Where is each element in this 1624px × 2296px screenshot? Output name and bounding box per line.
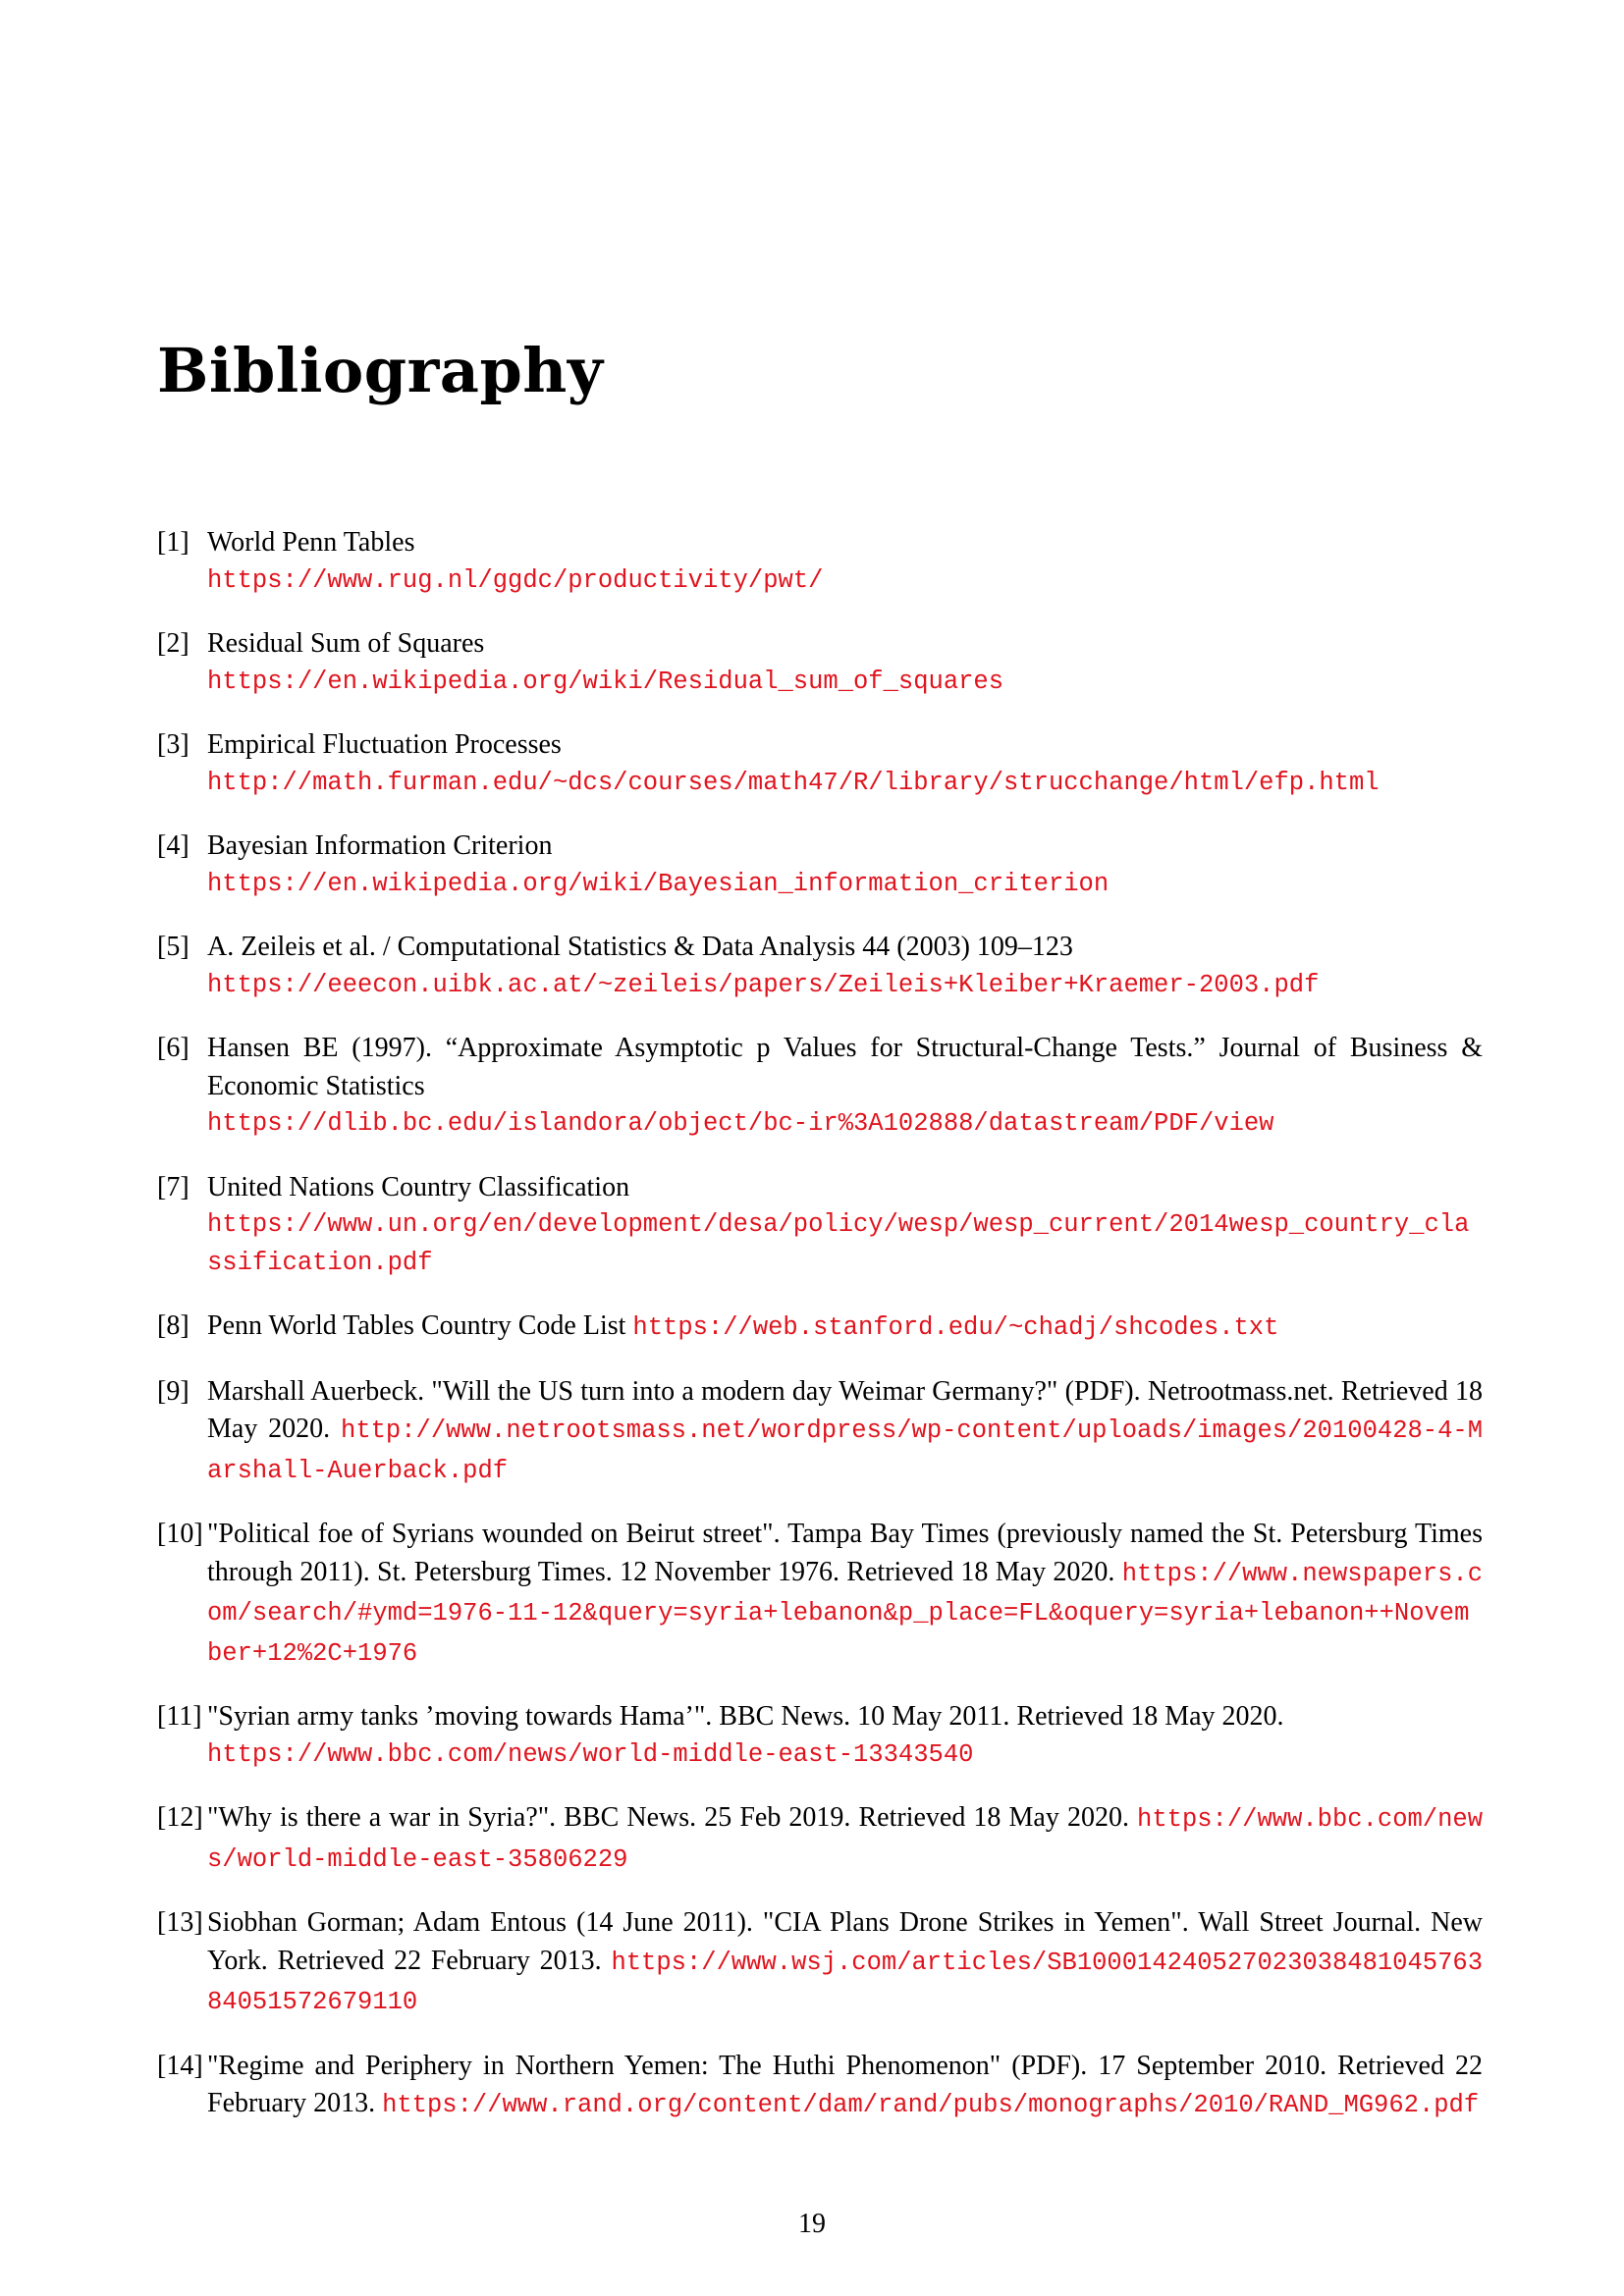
bib-number: [5] — [157, 932, 189, 962]
bib-text: Empirical Fluctuation Processes — [207, 729, 562, 760]
bibliography-list — [157, 524, 1483, 2151]
bib-link[interactable]: https://www.wsj.com/articles/SB10001424052702303848104576384051572679110 — [207, 1948, 1483, 2016]
bib-entry-10 — [157, 1516, 1483, 1673]
bib-link[interactable]: https://www.rand.org/content/dam/rand/pubs/monographs/2010/RAND_MG962.pdf — [382, 2091, 1480, 2119]
bib-number: [3] — [157, 729, 189, 760]
bib-link[interactable]: http://www.netrootsmass.net/wordpress/wp-content/uploads/images/20100428-4-Marshall-Auerback.pdf — [207, 1416, 1484, 1485]
bib-link[interactable]: http://math.furman.edu/~dcs/courses/math47/R/library/strucchange/html/efp.html — [207, 768, 1380, 797]
bib-number: [12] — [157, 1802, 203, 1833]
page-number: 19 — [798, 2209, 826, 2239]
bib-text: A. Zeileis et al. / Computational Statistics & Data Analysis 44 (2003) 109–123 — [207, 932, 1073, 962]
bib-entry-11 — [157, 1698, 1483, 1774]
bib-entry-3 — [157, 726, 1483, 802]
bib-text: "Why is there a war in Syria?". BBC News. 25 Feb 2019. Retrieved 18 May 2020. — [207, 1802, 1129, 1833]
bib-number: [7] — [157, 1171, 189, 1202]
bib-number: [14] — [157, 2050, 203, 2081]
bib-entry-6 — [157, 1030, 1483, 1144]
bib-link[interactable]: https://www.bbc.com/news/world-middle-east-35806229 — [207, 1805, 1484, 1874]
bib-entry-13 — [157, 1904, 1483, 2022]
bib-text: "Political foe of Syrians wounded on Beirut street". Tampa Bay Times (previously named the St. Petersburg Times through 2011). St. Petersburg Times. 12 November 1976. Retrieved 18 May 2020. — [207, 1519, 1483, 1587]
bib-link[interactable]: https://www.bbc.com/news/world-middle-east-13343540 — [207, 1739, 974, 1769]
bib-text: World Penn Tables — [207, 527, 415, 558]
bib-text: Bayesian Information Criterion — [207, 830, 553, 861]
bib-link[interactable]: https://dlib.bc.edu/islandora/object/bc-ir%3A102888/datastream/PDF/view — [207, 1109, 1274, 1138]
bib-link[interactable]: https://web.stanford.edu/~chadj/shcodes.txt — [632, 1313, 1279, 1342]
bib-number: [11] — [157, 1701, 202, 1732]
bib-link[interactable]: https://en.wikipedia.org/wiki/Bayesian_information_criterion — [207, 869, 1110, 898]
bib-link[interactable]: https://www.newspapers.com/search/#ymd=1976-11-12&query=syria+lebanon&p_place=FL&oquery=syria+lebanon++November+12%2C+1976 — [207, 1559, 1484, 1668]
bib-number: [10] — [157, 1519, 203, 1549]
bib-entry-1 — [157, 524, 1483, 600]
bib-text: Penn World Tables Country Code List — [207, 1310, 626, 1341]
bib-entry-4 — [157, 828, 1483, 903]
bib-number: [2] — [157, 628, 189, 659]
bib-entry-9 — [157, 1373, 1483, 1491]
bib-entry-8 — [157, 1308, 1483, 1348]
bib-text: Hansen BE (1997). “Approximate Asymptotic p Values for Structural-Change Tests.” Journal of Business & Economic Statistics — [207, 1033, 1483, 1101]
bib-number: [9] — [157, 1375, 189, 1407]
bib-number: [8] — [157, 1310, 189, 1341]
bib-link[interactable]: https://en.wikipedia.org/wiki/Residual_sum_of_squares — [207, 667, 1004, 696]
bib-entry-12 — [157, 1799, 1483, 1879]
bib-link[interactable]: https://www.un.org/en/development/desa/policy/wesp/wesp_current/2014wesp_country_classification.pdf — [207, 1210, 1470, 1277]
bib-text: "Regime and Periphery in Northern Yemen: The Huthi Phenomenon" (PDF). 17 September 2010. Retrieved 22 February 2013. — [207, 2050, 1483, 2118]
bib-text: "Syrian army tanks ’moving towards Hama’". BBC News. 10 May 2011. Retrieved 18 May 2020. — [207, 1701, 1284, 1732]
bib-text: Residual Sum of Squares — [207, 628, 485, 659]
page-title: Bibliography — [157, 335, 604, 406]
bib-text: Marshall Auerbeck. "Will the US turn into a modern day Weimar Germany?" (PDF). Netrootmass.net. Retrieved 18 May 2020. — [207, 1375, 1483, 1444]
bib-number: [6] — [157, 1033, 189, 1063]
bib-entry-5 — [157, 929, 1483, 1004]
bib-text: Siobhan Gorman; Adam Entous (14 June 2011). "CIA Plans Drone Strikes in Yemen". Wall Street Journal. New York. Retrieved 22 February 2013. — [207, 1907, 1483, 1976]
bib-number: [1] — [157, 527, 189, 558]
bib-number: [4] — [157, 830, 189, 861]
bib-entry-2 — [157, 625, 1483, 701]
bib-number: [13] — [157, 1907, 203, 1938]
bib-link[interactable]: https://www.rug.nl/ggdc/productivity/pwt/ — [207, 565, 824, 595]
bib-entry-14 — [157, 2048, 1483, 2125]
bib-entry-7 — [157, 1169, 1483, 1283]
bib-text: United Nations Country Classification — [207, 1171, 630, 1202]
bib-link[interactable]: https://eeecon.uibk.ac.at/~zeileis/papers/Zeileis+Kleiber+Kraemer-2003.pdf — [207, 970, 1320, 999]
